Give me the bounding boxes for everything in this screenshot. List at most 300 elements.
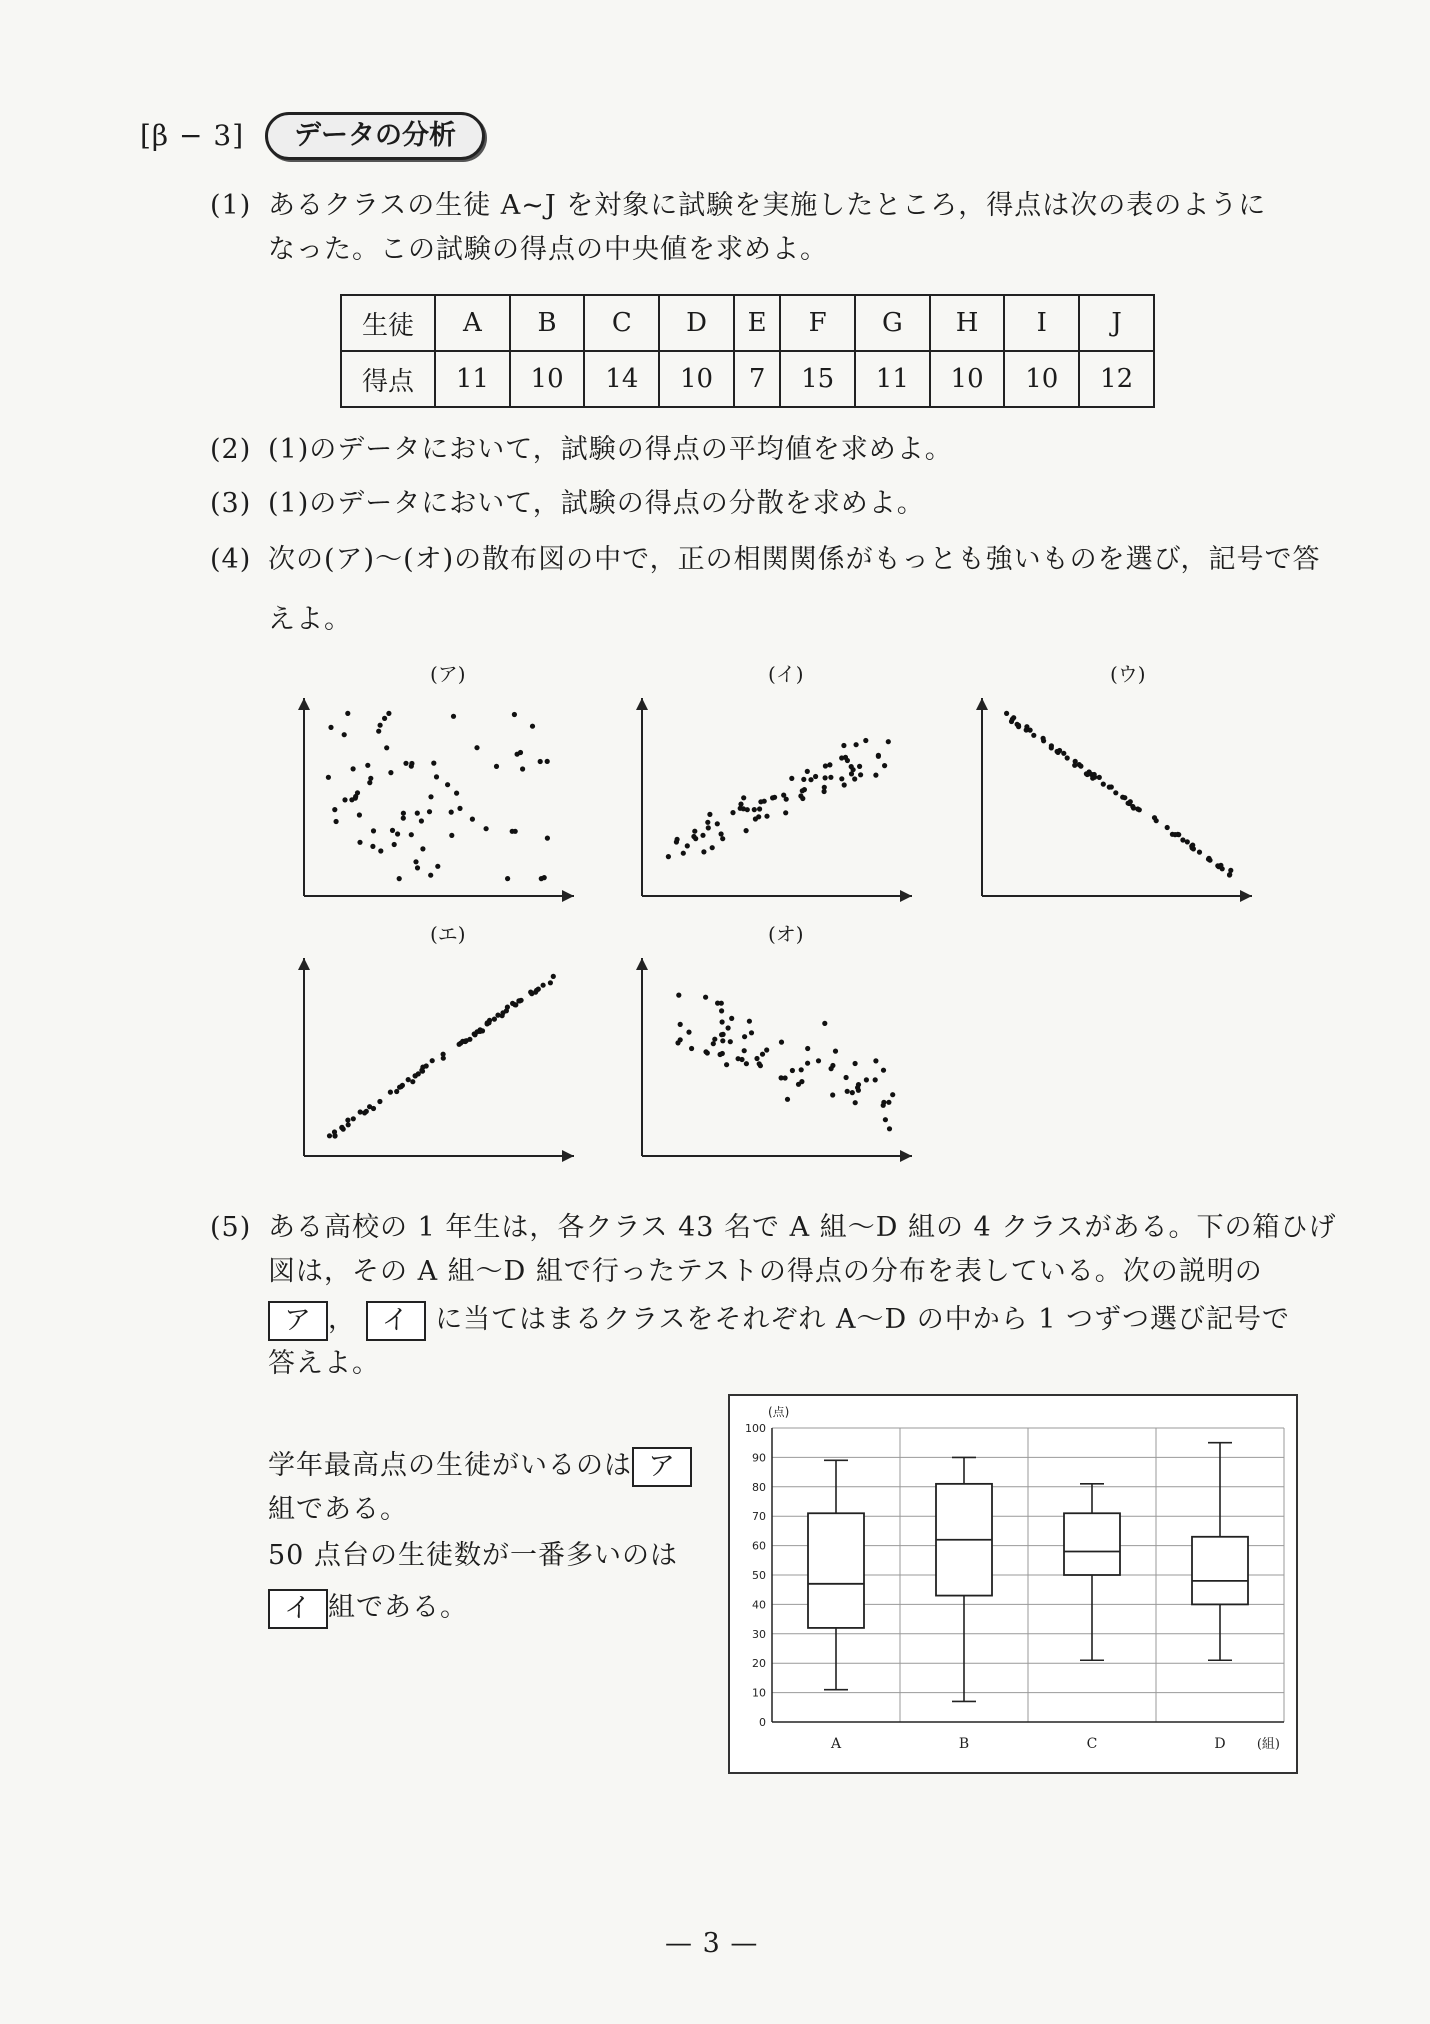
scatter-point [823,763,828,768]
q1-text-line2: なった。この試験の得点の中央値を求めよ。 [268,234,828,265]
q4-number: (4) [210,544,252,575]
scatter-point [873,1058,878,1063]
scatter-point [710,845,715,850]
student-cell: F [780,295,855,351]
scatter-point [882,763,887,768]
scatter-point [886,739,891,744]
scatter-point [384,745,389,750]
scatter-point [457,806,462,811]
scatter-point [326,775,331,780]
scatter-point [881,1068,886,1073]
scatter-point [367,780,372,785]
scatter-point [355,790,360,795]
y-tick-label: 100 [745,1422,766,1435]
scatter-point [890,1092,895,1097]
scatter-point [351,1116,356,1121]
scatter-point [345,711,350,716]
scatter-point [486,1020,491,1025]
scatter-plot-a [290,690,580,910]
scatter-point [332,1133,337,1138]
x-axis-arrow [562,890,574,902]
scatter-point [427,809,432,814]
scatter-point [346,1122,351,1127]
scatter-point [720,1038,725,1043]
y-unit-label: (点) [768,1405,790,1419]
scatter-point [741,806,746,811]
scatter-point [728,1039,733,1044]
q5-statement-1-post: 組である。 [268,1494,408,1525]
scatter-point [357,840,362,845]
scatter-point [676,993,681,998]
scatter-point [505,876,510,881]
scatter-point [703,995,708,1000]
scatter-point [758,799,763,804]
x-axis-arrow [900,1150,912,1162]
q5-number: (5) [210,1212,252,1243]
y-axis-arrow [976,698,988,710]
scatter-point [362,1110,367,1115]
scatter-point [886,1100,891,1105]
scatter-point [392,842,397,847]
box-C [1064,1513,1120,1575]
scatter-point [548,980,553,985]
scatter-point [388,1090,393,1095]
scatter-point [854,742,859,747]
scatter-point [770,795,775,800]
scatter-point [827,762,832,767]
scatter-point [1152,815,1157,820]
box-plot-chart [728,1394,1298,1774]
scatter-point [368,776,373,781]
y-tick-label: 60 [752,1539,766,1553]
scatter-point [451,714,456,719]
scatter-point [434,774,439,779]
scatter-point [342,732,347,737]
student-cell: A [435,295,510,351]
scatter-point [419,818,424,823]
scatter-point [700,833,705,838]
x-category-label: C [1086,1736,1098,1752]
table-row-students [341,295,1154,351]
scatter-point [790,1068,795,1073]
scatter-point [823,775,828,780]
scatter-point [397,1085,402,1090]
scatter-point [409,764,414,769]
scatter-point [719,831,724,836]
scatter-point [545,759,550,764]
scatter-point [475,1029,480,1034]
section-code: [β − 3] [140,119,245,152]
scatter-plot-i [628,690,918,910]
scatter-point [693,836,698,841]
answer-blank-i-inline[interactable]: イ [268,1589,328,1629]
score-cell: 10 [659,351,734,407]
student-cell: B [510,295,585,351]
scatter-point [500,1013,505,1018]
scatter-point [852,776,857,781]
scatter-point [1004,711,1009,716]
scatter-point [1137,807,1142,812]
q5-text-line1: ある高校の 1 年生は，各クラス 43 名で A 組～D 組の 4 クラスがある。下の箱ひげ [268,1212,1337,1243]
scatter-point [715,821,720,826]
scatter-point [789,776,794,781]
y-tick-label: 40 [752,1598,766,1612]
score-cell: 11 [855,351,930,407]
q2-text: (1)のデータにおいて，試験の得点の平均値を求めよ。 [268,434,953,465]
scatter-point [420,1065,425,1070]
scatter-point [415,811,420,816]
table-row-label: 得点 [341,351,435,407]
scatter-point [813,774,818,779]
scatter-point [715,1001,720,1006]
scatter-point [738,802,743,807]
scatter-point [873,1077,878,1082]
scatter-point [516,998,521,1003]
scatter-point [431,761,436,766]
scatter-point [345,1118,350,1123]
scatter-point [449,810,454,815]
y-tick-label: 90 [752,1451,766,1465]
scatter-point [332,807,337,812]
scatter-point [518,750,523,755]
scatter-point [539,876,544,881]
scatter-point [371,1106,376,1111]
student-cell: G [855,295,930,351]
scatter-point [858,772,863,777]
scatter-point [844,1075,849,1080]
scatter-point [1107,785,1112,790]
scatter-point [1190,843,1195,848]
scatter-point [779,1040,784,1045]
scatter-point [454,791,459,796]
scatter-point [720,836,725,841]
scatter-point [504,1008,509,1013]
scatter-point [492,1017,497,1022]
scatter-point [1131,805,1136,810]
scatter-point [377,1099,382,1104]
scatter-point [1227,872,1232,877]
student-cell: J [1079,295,1154,351]
y-axis-arrow [636,958,648,970]
table-row-scores [341,351,1154,407]
scatter-point [410,1079,415,1084]
scatter-point [718,1052,723,1057]
scatter-point [857,764,862,769]
scatter-point [342,797,347,802]
scatter-plot-e [290,950,580,1170]
scatter-point [785,1097,790,1102]
scatter-point [764,1047,769,1052]
scatter-point [520,766,525,771]
scatter-point [752,807,757,812]
q5-text-line3 [268,1300,1290,1341]
scatter-point [839,776,844,781]
q5-statement-3 [268,1588,468,1629]
scatter-point [887,1126,892,1131]
scatter-point [474,745,479,750]
q3-text: (1)のデータにおいて，試験の得点の分散を求めよ。 [268,488,925,519]
scatter-point [406,1077,411,1082]
scatter-point [753,816,758,821]
scatter-point [386,711,391,716]
scatter-point [1197,850,1202,855]
x-axis-arrow [1240,890,1252,902]
scatter-point [721,1032,726,1037]
scatter-point [1009,719,1014,724]
scatter-point [428,873,433,878]
scatter-point [712,1037,717,1042]
y-tick-label: 70 [752,1510,766,1524]
scatter-point [365,763,370,768]
scatter-point [701,849,706,854]
scatter-point [382,716,387,721]
answer-blank-a-inline[interactable]: ア [632,1447,692,1487]
q4-text-line2: えよ。 [268,604,352,635]
scatter-point [401,816,406,821]
scatter-point [513,829,518,834]
scatter-point [445,782,450,787]
scatter-point [719,1008,724,1013]
statement-3-post: 組である。 [328,1592,468,1623]
scatter-plot-o [628,950,918,1170]
scatter-label-o: (オ) [768,922,804,946]
scatter-point [449,833,454,838]
y-tick-label: 50 [752,1569,766,1582]
scatter-point [839,755,844,760]
page-number: — 3 — [665,1928,759,1959]
scatter-point [816,1058,821,1063]
scatter-point [686,1030,691,1035]
scatter-point [536,987,541,992]
scatter-point [370,844,375,849]
scatter-point [863,738,868,743]
score-cell: 11 [435,351,510,407]
y-axis-arrow [298,698,310,710]
scatter-point [1049,743,1054,748]
scatter-point [1173,832,1178,837]
scatter-label-a: (ア) [430,662,466,686]
section-title: データの分析 [265,112,485,160]
scatter-point [764,814,769,819]
statement-1-pre: 学年最高点の生徒がいるのは [268,1450,632,1481]
y-axis-arrow [298,958,310,970]
student-cell: E [734,295,780,351]
scatter-point [351,766,356,771]
scatter-point [726,1025,731,1030]
scatter-point [428,794,433,799]
scatter-point [747,1019,752,1024]
student-cell: D [659,295,734,351]
y-tick-label: 20 [752,1657,766,1671]
scatter-point [328,725,333,730]
scatter-point [783,810,788,815]
box-A [808,1513,864,1628]
scatter-point [413,1073,418,1078]
scatter-point [390,828,395,833]
scatter-point [394,1089,399,1094]
scatter-point [724,1062,729,1067]
scatter-point [842,782,847,787]
scatter-point [339,1125,344,1130]
scatter-point [883,1117,888,1122]
scatter-point [376,729,381,734]
scatter-point [720,1019,725,1024]
scatter-point [1065,755,1070,760]
scatter-point [441,1052,446,1057]
scatter-point [689,1046,694,1051]
scatter-point [830,1092,835,1097]
scatter-point [692,829,697,834]
scatter-point [805,1061,810,1066]
y-tick-label: 80 [752,1480,766,1494]
scatter-point [666,854,671,859]
answer-blank-i[interactable]: イ [366,1301,426,1341]
scatter-point [808,777,813,782]
scatter-point [420,846,425,851]
x-unit-label: (組) [1256,1737,1280,1752]
scatter-point [1122,795,1127,800]
scatter-point [1127,801,1132,806]
scatter-point [707,812,712,817]
q5-statement-1 [268,1446,692,1487]
scatter-point [798,793,803,798]
scatter-point [781,793,786,798]
scatter-point [873,773,878,778]
scatter-point [334,819,339,824]
scatter-point [435,864,440,869]
scatter-point [822,1021,827,1026]
scatter-plot-u [968,690,1258,910]
x-category-label: D [1214,1736,1226,1752]
scatter-point [530,724,535,729]
scatter-point [760,1052,765,1057]
scatter-point [397,876,402,881]
scatter-label-u: (ウ) [1110,662,1146,686]
scatter-point [741,795,746,800]
scatter-point [805,769,810,774]
scatter-point [828,775,833,780]
scatter-point [703,1049,708,1054]
q5-text-line3-rest: に当てはまるクラスをそれぞれ A～D の中から 1 つずつ選び記号で [435,1304,1291,1335]
scatter-point [681,851,686,856]
scatter-point [739,1057,744,1062]
scatter-point [757,806,762,811]
scatter-point [470,817,475,822]
scatter-label-i: (イ) [768,662,804,686]
y-tick-label: 0 [759,1716,766,1729]
scatter-point [881,1103,886,1108]
score-cell: 14 [584,351,659,407]
scatter-point [512,712,517,717]
x-axis-arrow [562,1150,574,1162]
scatter-point [388,770,393,775]
q5-text-line4: 答えよ。 [268,1348,380,1379]
scatter-point [864,1077,869,1082]
scatter-point [1207,858,1212,863]
scatter-point [856,1088,861,1093]
scatter-point [805,1046,810,1051]
blank-separator: ， [328,1304,356,1335]
score-table [340,294,1155,408]
x-category-label: A [830,1736,842,1752]
scatter-point [358,1109,363,1114]
scatter-point [409,832,414,837]
scatter-point [822,789,827,794]
scatter-point [395,831,400,836]
scatter-point [744,828,749,833]
score-cell: 12 [1079,351,1154,407]
scatter-point [1024,724,1029,729]
scatter-point [705,820,710,825]
student-cell: H [930,295,1005,351]
scatter-point [853,1100,858,1105]
scatter-point [467,1037,472,1042]
scatter-point [801,777,806,782]
scatter-point [849,771,854,776]
scatter-point [757,1061,762,1066]
scatter-point [1165,825,1170,830]
scatter-point [1092,775,1097,780]
scatter-point [876,753,881,758]
scatter-point [845,1089,850,1094]
scatter-point [711,1041,716,1046]
scatter-point [853,1061,858,1066]
score-cell: 10 [1004,351,1079,407]
scatter-point [462,1039,467,1044]
scatter-point [799,1067,804,1072]
q5-statement-2: 50 点台の生徒数が一番多いのは [268,1540,678,1571]
x-axis-arrow [900,890,912,902]
scatter-point [730,810,735,815]
scatter-point [415,865,420,870]
scatter-point [413,859,418,864]
y-axis-arrow [636,698,648,710]
scatter-label-e: (エ) [430,922,466,946]
x-category-label: B [958,1736,970,1752]
scatter-point [512,1002,517,1007]
scatter-point [678,1022,683,1027]
scatter-point [327,1133,332,1138]
scatter-point [371,828,376,833]
score-cell: 10 [510,351,585,407]
q3-number: (3) [210,488,252,519]
scatter-point [1016,723,1021,728]
scatter-point [1113,790,1118,795]
scatter-point [541,983,546,988]
y-tick-label: 10 [752,1686,766,1700]
box-D [1192,1537,1248,1605]
scatter-point [754,1056,759,1061]
scatter-point [545,836,550,841]
y-tick-label: 30 [752,1627,766,1641]
scatter-point [674,839,679,844]
scatter-point [401,811,406,816]
scatter-point [742,1048,747,1053]
q1-number: (1) [210,190,252,221]
scatter-point [1097,775,1102,780]
answer-blank-a[interactable]: ア [268,1301,328,1341]
q4-text-line1: 次の(ア)～(オ)の散布図の中で，正の相関関係がもっとも強いものを選び，記号で答 [268,544,1321,575]
table-row-label: 生徒 [341,295,435,351]
scatter-point [744,1061,749,1066]
scatter-point [378,723,383,728]
scatter-point [841,743,846,748]
scatter-point [829,1066,834,1071]
scatter-point [430,1058,435,1063]
student-cell: I [1004,295,1079,351]
scatter-point [799,1079,804,1084]
score-cell: 10 [930,351,1005,407]
